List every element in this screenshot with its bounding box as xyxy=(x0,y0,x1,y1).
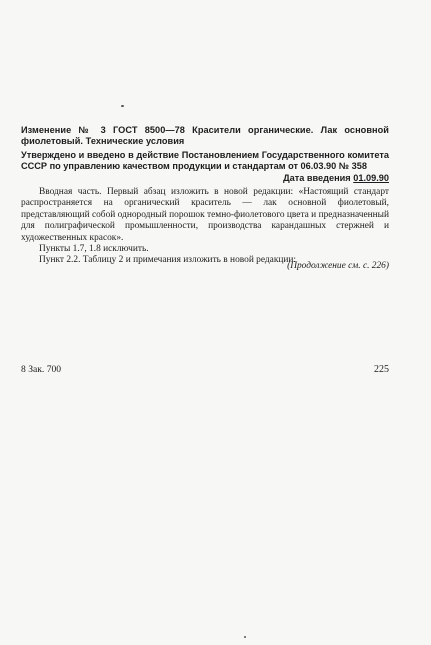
effective-date-label: Дата введения xyxy=(283,173,351,183)
amendment-title: Изменение № 3 ГОСТ 8500—78 Красители органические. Лак основной фиолетовый. Технические условия xyxy=(21,125,389,147)
page-number: 225 xyxy=(374,364,389,375)
body-paragraph: Пункт 2.2. Таблицу 2 и примечания изложить в новой редакции: xyxy=(39,255,297,266)
effective-date-line xyxy=(21,173,389,184)
print-order-number: 8 Зак. 700 xyxy=(21,364,62,375)
approval-statement: Утверждено и введено в действие Постановлением Государственного комитета СССР по управлению качеством продукции и стандартам от 06.03.90 № 358 xyxy=(21,150,389,172)
scan-speck xyxy=(121,105,124,107)
continuation-note: (Продолжение см. с. 226) xyxy=(287,261,389,271)
body-paragraph: Пункты 1.7, 1.8 исключить. xyxy=(39,244,149,255)
effective-date: 01.09.90 xyxy=(353,173,389,183)
body-paragraph: Вводная часть. Первый абзац изложить в новой редакции: «Настоящий стандарт распространяется на органический краситель — лак основной фиолетовый, представляющий собой однородный порошок темно-фиолетового цвета и предназначенный для полиграфической промышленности, производства карандашных стержней и художественных красок». xyxy=(21,187,389,243)
amendment-body xyxy=(21,187,389,267)
scan-speck xyxy=(244,636,246,638)
